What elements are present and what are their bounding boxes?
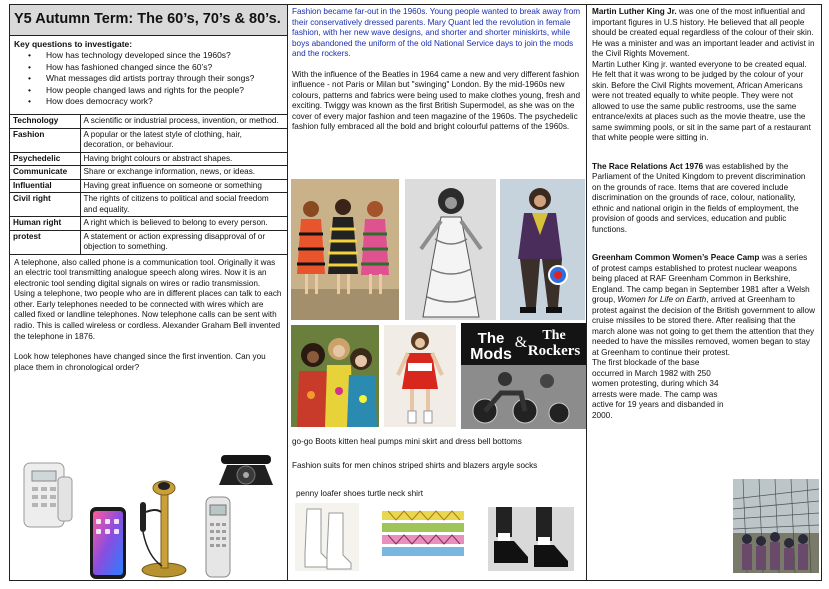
poster-ampersand: & [514,334,528,351]
greenham-group-name: Women for Life on Earth [617,295,707,304]
key-question: • How does democracy work? [28,96,283,108]
vocab-row [10,217,287,231]
key-question: • How people changed laws and rights for the people? [28,85,283,97]
smartphone-image [88,505,128,581]
column-right [587,4,822,581]
mlk-intro: was one of the most influential and important figures in U.S history. He believed that all people should be created equal regardless of the colour of their skin. He was a minister and was an important leader and activist in the Civil Rights Movement. [592,7,815,58]
vocab-definition: Having great influence on someone or something [80,179,287,193]
race-relations-paragraph [592,162,816,236]
cordless-phone-image [18,457,80,532]
fashion-intro: Fashion became far-out in the 1960s. Young people wanted to break away from their conservatively dressed parents. Mary Quant led the revolution in female fashion, with her new wave designs, and shorter and shorter miniskirts, while boys abandoned the uniform of the old National Service days to join the mods and the rockers. [292,7,581,58]
fashion-caption: Fashion suits for men chinos striped shirts and blazers argyle socks [292,461,538,470]
gogo-boots-photo [295,503,359,571]
key-questions-heading: Key questions to investigate: [14,39,133,49]
vocab-row [10,166,287,180]
vocab-term: Technology [10,115,80,128]
poster-the-left: The [477,330,505,347]
mlk-paragraph [592,7,816,144]
telephone-paragraph: A telephone, also called phone is a communication tool. Originally it was an electric tool transmitting analogue speech along wires. Now it is an electronic tool sending digital signals on wires or radio transmission. Using a telephone, two people who are in different places can talk to each other. Early telephones needed to be connected with wires which are called fixed or landline telephones. Now telephone calls can be sent with radio. This is called wireless or cordless. Alexander Graham Bell invented the telephone in 1876. [14,257,282,341]
vocab-definition: A statement or action expressing disapproval of or objection to something. [80,230,287,254]
greenham-paragraph [592,253,816,358]
vocab-definition: The rights of citizens to political and social freedom and equality. [80,193,287,217]
fashion-text [288,5,586,135]
race-relations-text: was established by the Parliament of the United Kingdom to prevent discrimination on the grounds of race. Items that are covered include discrimination on the grounds of race, colour, nationality, ethnic and national origin in the fields of employment, the provision of goods and services, education and public functions. [592,161,806,234]
telephone-images [10,447,288,581]
page-title: Y5 Autumn Term: The 60’s, 70’s & 80’s. [10,5,287,36]
vocab-definition: A scientific or industrial process, invention, or method. [80,115,287,128]
cordless-handset-image [198,493,238,581]
vocab-definition: Share or exchange information, news, or ideas. [80,166,287,180]
greenham-protest-photo [733,479,819,573]
vocabulary-table [10,115,287,255]
mlk-name: Martin Luther King Jr. [592,7,677,16]
sixties-dresses-photo [291,179,399,320]
psychedelic-band-photo [291,325,379,427]
vocab-row [10,193,287,217]
woman-long-dress-photo [405,179,496,320]
penny-loafers-photo [488,507,574,571]
greenham-title: Greenham Common Women’s Peace Camp [592,253,760,262]
key-questions-list [14,50,283,108]
vocab-term: Psychedelic [10,152,80,166]
vocab-row [10,128,287,152]
greenham-blockade-paragraph: The first blockade of the base occurred in March 1982 with 250 women protesting, during which 34 arrests were made. The camp was active for 19 years and disbanded in 2000. [592,358,724,420]
key-question: • How has technology developed since the 1960s? [28,50,283,62]
vocab-row [10,230,287,254]
vocab-term: protest [10,230,80,254]
vocab-term: Fashion [10,128,80,152]
poster-mods: Mods [470,346,512,363]
poster-the-right: The [542,328,566,343]
greenham-text-b: , arrived at Greenham to protest against the decision of the British government to allow cruise missiles to be stored there. After realising that the march alone was not going to get them the attention that they needed to have the missiles removed, women began to stay at Greenham to continue their protest. [592,295,816,357]
poster-rockers: Rockers [527,343,581,359]
civil-rights-text [587,5,821,423]
key-question: • What messages did artists portray through their songs? [28,73,283,85]
vocab-term: Influential [10,179,80,193]
argyle-socks-photo [378,503,468,569]
vocab-definition: A popular or the latest style of clothing, hair, decoration, or behaviour. [80,128,287,152]
fashion-caption: go-go Boots kitten heal pumps mini skirt and dress bell bottoms [292,437,522,446]
rotary-phone-image [213,449,279,489]
telephone-question: Look how telephones have changed since the first invention. Can you place them in chronological order? [14,352,266,372]
mod-dress-photo [384,325,456,427]
man-sixties-suit-photo [500,179,585,320]
vocab-definition: A right which is believed to belong to every person. [80,217,287,231]
mlk-second-paragraph: Martin Luther King jr. wanted everyone to be created equal. He felt that it was wrong to be judged by the colour of your skin. Before the Civil Rights movement, African Americans were not treated equally to white people. They were not allowed to use the same public restrooms, use the same entrance/exits at places such as the movie theatre, use the same swimming pools, or sit in the same part of a restaurant that white people were sitting in. [592,59,811,142]
column-middle [288,4,587,581]
candlestick-phone-image [134,462,192,580]
vocab-definition: Having bright colours or abstract shapes. [80,152,287,166]
key-questions [10,36,287,115]
vocab-term: Human right [10,217,80,231]
vocab-row [10,115,287,128]
vocab-row [10,179,287,193]
fashion-caption: penny loafer shoes turtle neck shirt [296,489,423,498]
vocab-term: Civil right [10,193,80,217]
key-question: • How has fashioned changed since the 60’s? [28,62,283,74]
column-left [9,4,288,581]
greenham-text-a: was a series of protest camps established to protest nuclear weapons being placed at RAF Greenham Common in Berkshire, England. The camp began in September 1981 after a Welsh group, [592,253,810,304]
race-relations-title: The Race Relations Act 1976 [592,161,704,171]
mods-and-rockers-poster [461,323,586,429]
vocab-row [10,152,287,166]
telephone-section [10,255,287,377]
vocab-term: Communicate [10,166,80,180]
fashion-body: With the influence of the Beatles in 1964 came a new and very different fashion influence - not Paris or Milan but "swinging" London. By the mid-1960s new colours, patterns and fabrics were being used to make clothes young, fresh and exciting. Twiggy was known as the first British Supermodel, as she was on the cover of every major fashion and teen magazine of the 1960s. The psychedelic fashion fully embraced all the bold and bright colourful patterns of the 1960s. [292,69,581,131]
